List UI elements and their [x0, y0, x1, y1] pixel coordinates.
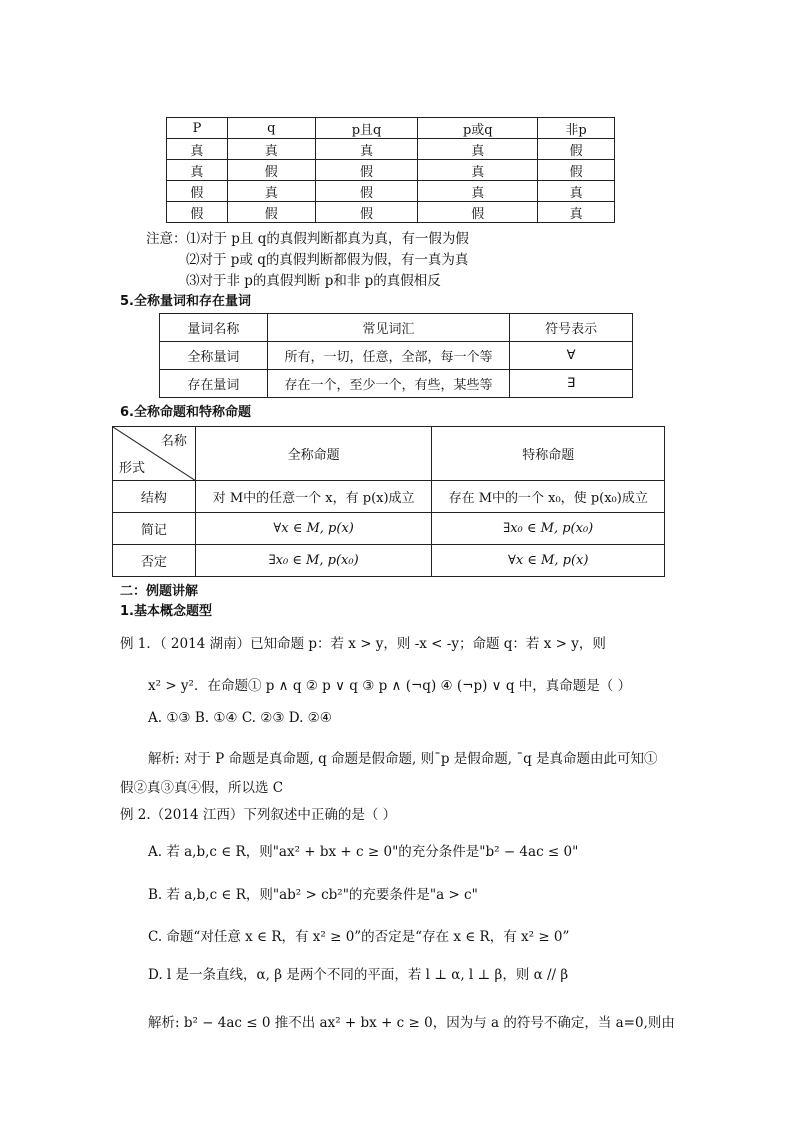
- example-1-line-2: x² > y²．在命题① p ∧ q ② p ∨ q ③ p ∧ (¬q) ④ (¬p) ∨ q 中，真命题是（ ）: [148, 678, 632, 694]
- proposition-table: [112, 426, 665, 577]
- corner-top-label: 名称: [160, 434, 187, 449]
- table-row: [167, 202, 615, 223]
- table-cell: 假: [315, 181, 418, 202]
- table-cell: 假: [227, 160, 315, 181]
- table-cell: 真: [227, 139, 315, 160]
- table-cell: 存在 M中的一个 x₀，使 p(x₀)成立: [432, 481, 665, 513]
- row-label: 否定: [113, 545, 196, 577]
- table-cell: 真: [418, 181, 538, 202]
- header-cell: 全称命题: [195, 427, 432, 481]
- truth-table-header: [167, 118, 615, 139]
- header-cell: 常见词汇: [267, 314, 509, 342]
- header-cell: 特称命题: [432, 427, 665, 481]
- table-row: [113, 513, 665, 545]
- table-cell: 假: [227, 202, 315, 223]
- table-row: [113, 481, 665, 513]
- table-cell: ∃: [510, 370, 633, 398]
- table-cell: 假: [167, 202, 228, 223]
- table-cell: 真: [167, 160, 228, 181]
- table-row: [167, 160, 615, 181]
- example-2-option-c: C. 命题“对任意 x ∈ R，有 x² ≥ 0”的否定是“存在 x ∈ R，有 x² ≥ 0”: [148, 929, 570, 945]
- table-cell: 存在量词: [160, 370, 268, 398]
- diagonal-header-cell: [113, 427, 196, 481]
- table-row: [167, 139, 615, 160]
- table-cell: 真: [227, 181, 315, 202]
- row-label: 结构: [113, 481, 196, 513]
- table-cell: ∀: [510, 342, 633, 370]
- section-5-heading: 5.全称量词和存在量词: [120, 294, 251, 309]
- header-cell: 非p: [538, 118, 615, 139]
- table-cell: 假: [538, 139, 615, 160]
- truth-table: [166, 117, 615, 223]
- table-cell: 真: [315, 139, 418, 160]
- example-1-solution-2: 假②真③真④假，所以选 C: [120, 780, 284, 796]
- header-cell: q: [227, 118, 315, 139]
- header-cell: p或q: [418, 118, 538, 139]
- example-2-solution: 解析: b² − 4ac ≤ 0 推不出 ax² + bx + c ≥ 0，因为与 a 的符号不确定，当 a=0,则由: [148, 1015, 675, 1031]
- table-cell: 假: [538, 160, 615, 181]
- corner-bottom-label: 形式: [119, 461, 146, 476]
- table-row: [160, 342, 633, 370]
- table-cell: 假: [315, 160, 418, 181]
- table-cell: 假: [418, 202, 538, 223]
- example-2-question: 例 2.（2014 江西）下列叙述中正确的是（ ）: [120, 807, 397, 823]
- table-cell: ∃x₀ ∈ M, p(x₀): [195, 545, 432, 577]
- table-cell: 所有，一切，任意，全部，每一个等: [267, 342, 509, 370]
- table-cell: 假: [167, 181, 228, 202]
- table-cell: ∀x ∈ M, p(x): [195, 513, 432, 545]
- note-1: 注意：⑴对于 p且 q的真假判断都真为真，有一假为假: [146, 231, 469, 247]
- table-cell: 真: [538, 202, 615, 223]
- header-cell: 符号表示: [510, 314, 633, 342]
- example-1-solution-1: 解析: 对于 P 命题是真命题, q 命题是假命题, 则¯p 是假命题, ¯q 是真命题由此可知①: [148, 751, 658, 767]
- table-row: [160, 370, 633, 398]
- table-cell: ∀x ∈ M, p(x): [432, 545, 665, 577]
- table-cell: 存在一个，至少一个，有些，某些等: [267, 370, 509, 398]
- row-label: 简记: [113, 513, 196, 545]
- subsection-heading: 1.基本概念题型: [120, 604, 212, 619]
- part-2-heading: 二：例题讲解: [120, 584, 199, 599]
- header-cell: 量词名称: [160, 314, 268, 342]
- table-cell: 真: [538, 181, 615, 202]
- table-cell: 真: [167, 139, 228, 160]
- note-3: ⑶对于非 p的真假判断 p和非 p的真假相反: [186, 273, 441, 289]
- header-cell: p且q: [315, 118, 418, 139]
- table-header-row: [160, 314, 633, 342]
- example-2-option-b: B. 若 a,b,c ∈ R，则"ab² > cb²"的充要条件是"a > c": [148, 887, 478, 903]
- section-6-heading: 6.全称命题和特称命题: [120, 405, 251, 420]
- table-header-row: [113, 427, 665, 481]
- table-cell: ∃x₀ ∈ M, p(x₀): [432, 513, 665, 545]
- table-cell: 假: [315, 202, 418, 223]
- example-2-option-a: A. 若 a,b,c ∈ R，则"ax² + bx + c ≥ 0"的充分条件是"b² − 4ac ≤ 0": [148, 844, 579, 860]
- table-cell: 对 M中的任意一个 x，有 p(x)成立: [195, 481, 432, 513]
- example-1-line-1: 例 1．（ 2014 湖南）已知命题 p：若 x > y，则 -x < -y；命题 q：若 x > y，则: [120, 636, 606, 652]
- table-cell: 真: [418, 139, 538, 160]
- header-cell: P: [167, 118, 228, 139]
- example-1-options: A. ①③ B. ①④ C. ②③ D. ②④: [148, 710, 332, 726]
- table-row: [167, 181, 615, 202]
- table-cell: 真: [418, 160, 538, 181]
- note-2: ⑵对于 p或 q的真假判断都假为假，有一真为真: [186, 252, 469, 268]
- table-cell: 全称量词: [160, 342, 268, 370]
- quantifier-table: [159, 313, 633, 398]
- example-2-option-d: D. l 是一条直线，α, β 是两个不同的平面，若 l ⊥ α, l ⊥ β，则 α // β: [148, 967, 569, 983]
- table-row: [113, 545, 665, 577]
